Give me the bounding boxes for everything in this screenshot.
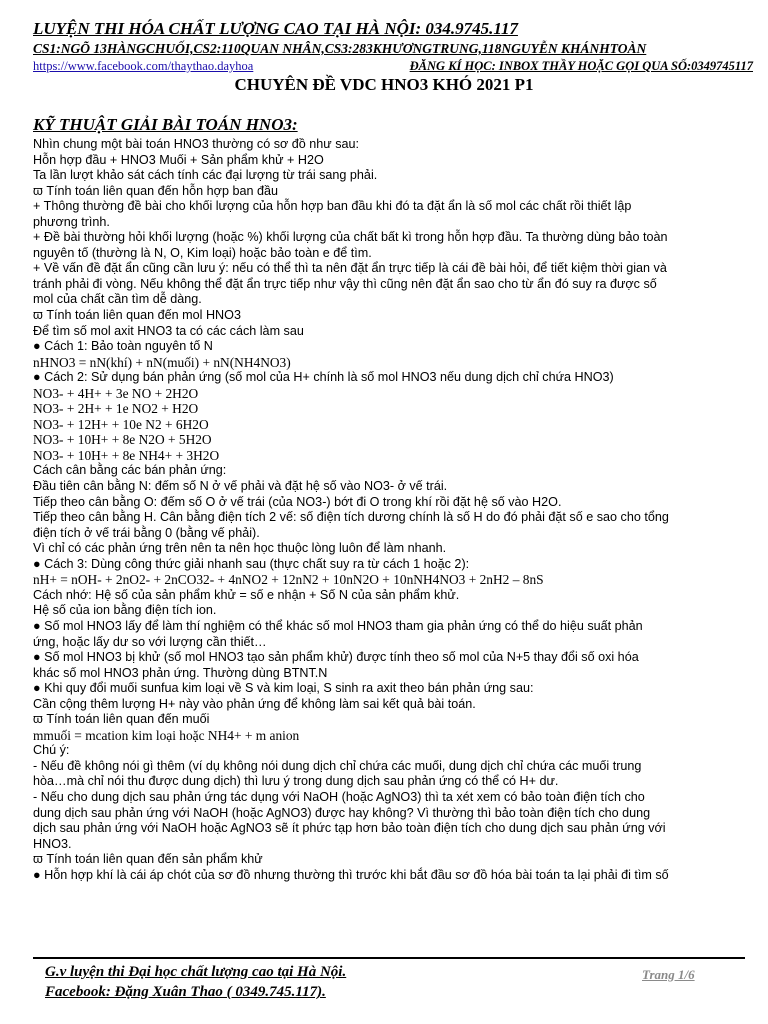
body-line: Để tìm số mol axit HNO3 ta có các cách làm sau: [33, 323, 304, 338]
body-line: + Thông thường đề bài cho khối lượng của hỗn hợp ban đầu khi đó ta đặt ẩn là số mol các chất rồi thiết lập: [33, 199, 632, 214]
body-line: ● Số mol HNO3 lấy để làm thí nghiệm có thể khác số mol HNO3 tham gia phản ứng có thể do hiệu suất phản: [33, 618, 643, 633]
body-line: ● Cách 3: Dùng công thức giải nhanh sau (thực chất suy ra từ cách 1 hoặc 2):: [33, 556, 470, 571]
body-lines: [33, 137, 745, 883]
facebook-link[interactable]: https://www.facebook.com/thaythao.dayhoa: [33, 59, 254, 73]
header-school-name: LUYỆN THI HÓA CHẤT LƯỢNG CAO TẠI HÀ NỘI: 034.9745.117: [33, 19, 518, 38]
body-line: ϖ Tính toán liên quan đến mol HNO3: [33, 308, 241, 323]
page-header: [33, 18, 753, 74]
section-title: KỸ THUẬT GIẢI BÀI TOÁN HNO3:: [33, 115, 298, 134]
body-line: Cách cân bằng các bán phản ứng:: [33, 463, 227, 478]
body-line: điện tích ở vế trái bằng 0 (bằng vế phải).: [33, 525, 260, 540]
body-line: dịch sau phản ứng với NaOH hoặc AgNO3 sẽ ít phức tạp hơn bảo toàn điện tích cho dung dịch sau phản ứng với: [33, 821, 666, 836]
body-line: Chú ý:: [33, 743, 70, 758]
body-line: HNO3.: [33, 836, 72, 851]
page-number: Trang 1/6: [642, 967, 695, 982]
body-line: Hỗn hợp đầu + HNO3 Muối + Sản phẩm khử + H2O: [33, 152, 324, 167]
body-line: ϖ Tính toán liên quan đến sản phẩm khử: [33, 852, 263, 867]
body-line: ● Hỗn hợp khí là cái áp chót của sơ đồ nhưng thường thì trước khi bắt đầu sơ đồ hóa bài toán ta lại phải đi tìm số: [33, 867, 669, 882]
body-line: ● Cách 2: Sử dụng bán phản ứng (số mol của H+ chính là số mol HNO3 nếu dung dịch chỉ chứa HNO3): [33, 370, 614, 385]
body-line: tránh phải đi vòng. Nếu không thể đặt ẩn trực tiếp như vậy thì cũng nên đặt ẩn sao cho từ ẩn đó suy ra được số: [33, 276, 657, 291]
body-line: Tiếp theo cân bằng O: đếm số O ở vế trái (của NO3-) bớt đi O trong khí rồi đặt hệ số vào H2O.: [33, 494, 562, 509]
register-info: ĐĂNG KÍ HỌC: INBOX THẦY HOẶC GỌI QUA SỐ:0349745117: [409, 59, 753, 73]
header-contact-row: [33, 58, 753, 74]
body-line: nHNO3 = nN(khí) + nN(muối) + nN(NH4NO3): [33, 354, 291, 370]
body-line: NO3- + 12H+ + 10e N2 + 6H2O: [33, 416, 209, 432]
body-line: Nhìn chung một bài toán HNO3 thường có sơ đồ như sau:: [33, 137, 360, 151]
body-line: dung dịch sau phản ứng với NaOH (hoặc AgNO3) được hay không? Vì thường thì bảo toàn điện tích cho dung: [33, 805, 651, 820]
document-body: [33, 114, 745, 883]
body-line: Đầu tiên cân bằng N: đếm số N ở vế phải và đặt hệ số vào NO3- ở vế trái.: [33, 479, 448, 494]
body-line: hòa…mà chỉ nói thu được dung dịch) thì lưu ý trong dung dịch sau phản ứng có thể có H+ dư.: [33, 774, 559, 789]
body-line: phương trình.: [33, 214, 110, 229]
body-line: NO3- + 10H+ + 8e N2O + 5H2O: [33, 432, 212, 448]
footer-divider: [33, 957, 745, 959]
body-line: ϖ Tính toán liên quan đến hỗn hợp ban đầu: [33, 183, 278, 198]
body-line: ● Khi quy đổi muối sunfua kim loại về S và kim loại, S sinh ra axit theo bán phản ứng sau:: [33, 681, 534, 696]
body-line: NO3- + 2H+ + 1e NO2 + H2O: [33, 401, 199, 417]
footer: [45, 962, 346, 1002]
body-line: nguyên tố (thường là N, O, Kim loại) hoặc bảo toàn e để tìm.: [33, 245, 372, 260]
body-line: Cách nhớ: Hệ số của sản phẩm khử = số e nhận + Số N của sản phẩm khử.: [33, 587, 460, 602]
body-line: khác số mol HNO3 phản ứng. Thường dùng BTNT.N: [33, 665, 328, 680]
header-addresses: CS1:NGÕ 13HÀNGCHUỐI,CS2:110QUAN NHÂN,CS3:283KHƯƠNGTRUNG,118NGUYỄN KHÁNHTOÀN: [33, 41, 647, 56]
body-line: + Đề bài thường hỏi khối lượng (hoặc %) khối lượng của chất bất kì trong hỗn hợp đầu. Ta thường dùng bảo toàn: [33, 230, 668, 245]
body-line: - Nếu cho dung dịch sau phản ứng tác dụng với NaOH (hoặc AgNO3) thì ta xét xem có bảo toàn điện tích cho: [33, 789, 645, 804]
body-line: + Về vấn đề đặt ẩn cũng cần lưu ý: nếu có thể thì ta nên đặt ẩn trực tiếp là cái đề bài hỏi, để tiết kiệm thời gian và: [33, 261, 667, 276]
body-line: ứng, hoặc lấy dư so với lượng cần thiết…: [33, 634, 267, 649]
body-line: NO3- + 4H+ + 3e NO + 2H2O: [33, 385, 199, 401]
body-line: NO3- + 10H+ + 8e NH4+ + 3H2O: [33, 447, 220, 463]
body-line: mmuối = mcation kim loại hoặc NH4+ + m anion: [33, 727, 300, 743]
body-line: - Nếu đề không nói gì thêm (ví dụ không nói dung dịch chỉ chứa các muối, dung dịch chỉ chứa các muối trung: [33, 758, 642, 773]
body-line: ● Cách 1: Bảo toàn nguyên tố N: [33, 339, 213, 354]
body-line: nH+ = nOH- + 2nO2- + 2nCO32- + 4nNO2 + 12nN2 + 10nN2O + 10nNH4NO3 + 2nH2 – 8nS: [33, 572, 544, 588]
body-line: ● Số mol HNO3 bị khử (số mol HNO3 tạo sản phẩm khử) được tính theo số mol của N+5 thay đổi số oxi hóa: [33, 650, 639, 665]
document-title: CHUYÊN ĐỀ VDC HNO3 KHÓ 2021 P1: [234, 75, 534, 94]
body-line: ϖ Tính toán liên quan đến muối: [33, 712, 210, 727]
body-line: Ta lần lượt khảo sát cách tính các đại lượng từ trái sang phải.: [33, 168, 378, 183]
body-line: Hệ số của ion bằng điện tích ion.: [33, 603, 217, 618]
footer-facebook-line: Facebook: Đặng Xuân Thao ( 0349.745.117).: [45, 984, 326, 1000]
body-line: Vì chỉ có các phản ứng trên nên ta nên học thuộc lòng luôn để làm nhanh.: [33, 541, 447, 556]
footer-teacher-line: G.v luyện thi Đại học chất lượng cao tại Hà Nội.: [45, 964, 347, 980]
body-line: mol của chất cần tìm dễ dàng.: [33, 292, 202, 307]
body-line: Tiếp theo cân bằng H. Cân bằng điện tích 2 vế: số điện tích dương chính là số H do đó phải đặt số e sao cho tổng: [33, 510, 669, 525]
body-line: Cần cộng thêm lượng H+ này vào phản ứng để không làm sai kết quả bài toán.: [33, 696, 476, 711]
